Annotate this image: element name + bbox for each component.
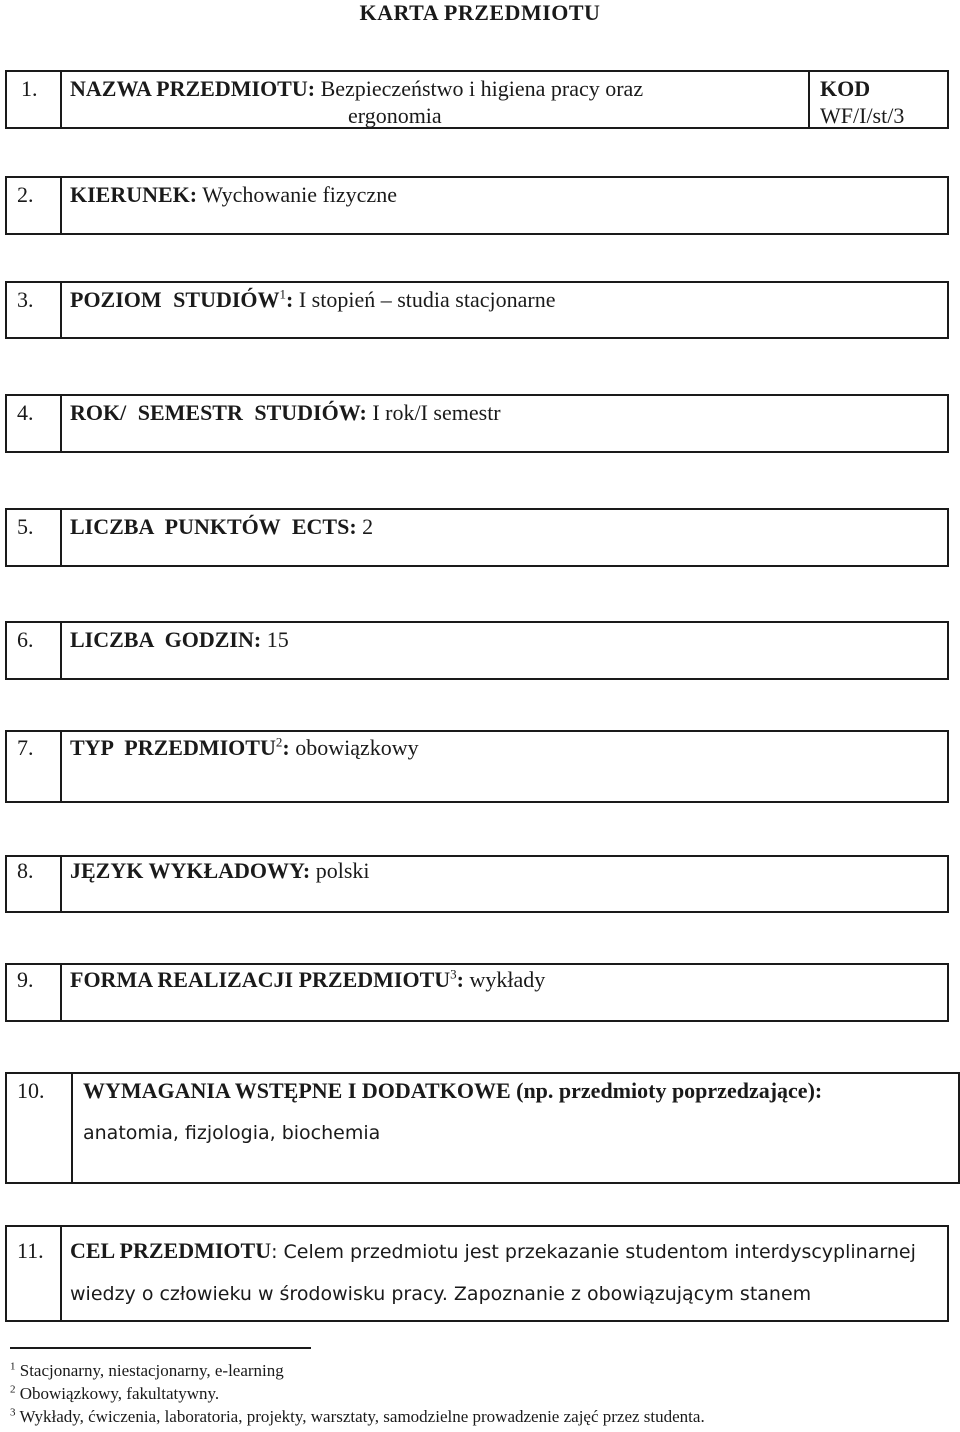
footnote-text: Obowiązkowy, fakultatywny. — [15, 1384, 220, 1403]
field-label: CEL PRZEDMIOTU — [70, 1238, 272, 1263]
row-9-forma-realizacji — [5, 963, 949, 1022]
row-11-line-1 — [70, 1238, 916, 1265]
row-number: 1. — [21, 76, 38, 101]
row-1-nazwa-przedmiotu — [5, 70, 949, 129]
row-11-cel-przedmiotu — [5, 1225, 949, 1322]
field-label: LICZBA GODZIN: — [70, 627, 262, 652]
field-value-continued: wiedzy o człowieku w środowisku pracy. Zapoznanie z obowiązującym stanem — [70, 1283, 812, 1305]
row-1-line-1 — [70, 76, 643, 102]
field-label: TYP PRZEDMIOTU — [70, 735, 276, 760]
row-5-punkty-ects — [5, 508, 949, 567]
field-label: NAZWA PRZEDMIOTU: — [70, 76, 316, 101]
field-label: WYMAGANIA WSTĘPNE I DODATKOWE (np. przedmioty poprzedzające): — [83, 1078, 823, 1103]
field-label: FORMA REALIZACJI PRZEDMIOTU — [70, 967, 451, 992]
field-label-colon: : — [456, 967, 464, 992]
field-value: : Celem przedmiotu jest przekazanie studentom interdyscyplinarnej — [271, 1241, 916, 1263]
row-10-wymagania-wstepne — [5, 1072, 960, 1184]
field-value: Bezpieczeństwo i higiena pracy oraz — [315, 76, 644, 101]
row-number: 2. — [17, 182, 34, 207]
row-2-kierunek — [5, 176, 949, 235]
footnote-marker: 3 — [10, 1406, 16, 1419]
field-label-colon: : — [286, 287, 294, 312]
row-3-text — [70, 287, 555, 313]
row-6-text — [70, 627, 289, 653]
field-value: anatomia, fizjologia, biochemia — [83, 1122, 381, 1144]
row-5-text — [70, 514, 373, 540]
field-label: ROK/ SEMESTR STUDIÓW: — [70, 400, 367, 425]
code-value: WF/I/st/3 — [820, 103, 905, 128]
footnote-marker: 1 — [10, 1360, 16, 1373]
field-value: 2 — [356, 514, 374, 539]
footnote-marker: 2 — [10, 1383, 16, 1396]
field-value: polski — [310, 858, 370, 883]
row-3-poziom-studiow — [5, 281, 949, 339]
code-label: KOD — [820, 76, 871, 101]
footnote-1 — [10, 1360, 284, 1382]
row-number: 9. — [17, 967, 34, 992]
row-4-rok-semestr — [5, 394, 949, 453]
row-7-text — [70, 735, 419, 761]
footnote-text: Wykłady, ćwiczenia, laboratoria, projekty, warsztaty, samodzielne prowadzenie zajęć przez studenta. — [15, 1407, 705, 1426]
field-value: obowiązkowy — [289, 735, 419, 760]
field-label: KIERUNEK: — [70, 182, 198, 207]
field-value: I stopień – studia stacjonarne — [293, 287, 556, 312]
row-2-text — [70, 182, 397, 208]
row-6-liczba-godzin — [5, 621, 949, 680]
field-value: Wychowanie fizyczne — [197, 182, 397, 207]
row-8-text — [70, 858, 370, 884]
row-8-jezyk-wykladowy — [5, 855, 949, 913]
row-number: 3. — [17, 287, 34, 312]
row-number: 11. — [17, 1238, 44, 1263]
field-value: I rok/I semestr — [366, 400, 501, 425]
row-7-typ-przedmiotu — [5, 730, 949, 803]
field-value: wykłady — [463, 967, 546, 992]
footnote-ref: 1 — [279, 286, 287, 302]
field-label: LICZBA PUNKTÓW ECTS: — [70, 514, 357, 539]
row-number: 7. — [17, 735, 34, 760]
field-value: 15 — [261, 627, 289, 652]
row-number: 5. — [17, 514, 34, 539]
row-number: 10. — [17, 1078, 45, 1103]
row-number: 4. — [17, 400, 34, 425]
footnote-ref: 2 — [275, 734, 283, 750]
page-title: KARTA PRZEDMIOTU — [359, 0, 601, 25]
footnote-3 — [10, 1406, 705, 1428]
row-9-text — [70, 967, 545, 993]
footnote-separator — [10, 1347, 311, 1349]
field-label: JĘZYK WYKŁADOWY: — [70, 858, 311, 883]
row-number: 6. — [17, 627, 34, 652]
footnote-text: Stacjonarny, niestacjonarny, e-learning — [15, 1361, 284, 1380]
field-value-continued: ergonomia — [348, 103, 442, 128]
footnote-ref: 3 — [450, 966, 457, 982]
footnote-2 — [10, 1383, 219, 1405]
field-label: POZIOM STUDIÓW — [70, 287, 280, 312]
row-number: 8. — [17, 858, 34, 883]
field-label-colon: : — [282, 735, 290, 760]
row-4-text — [70, 400, 501, 426]
